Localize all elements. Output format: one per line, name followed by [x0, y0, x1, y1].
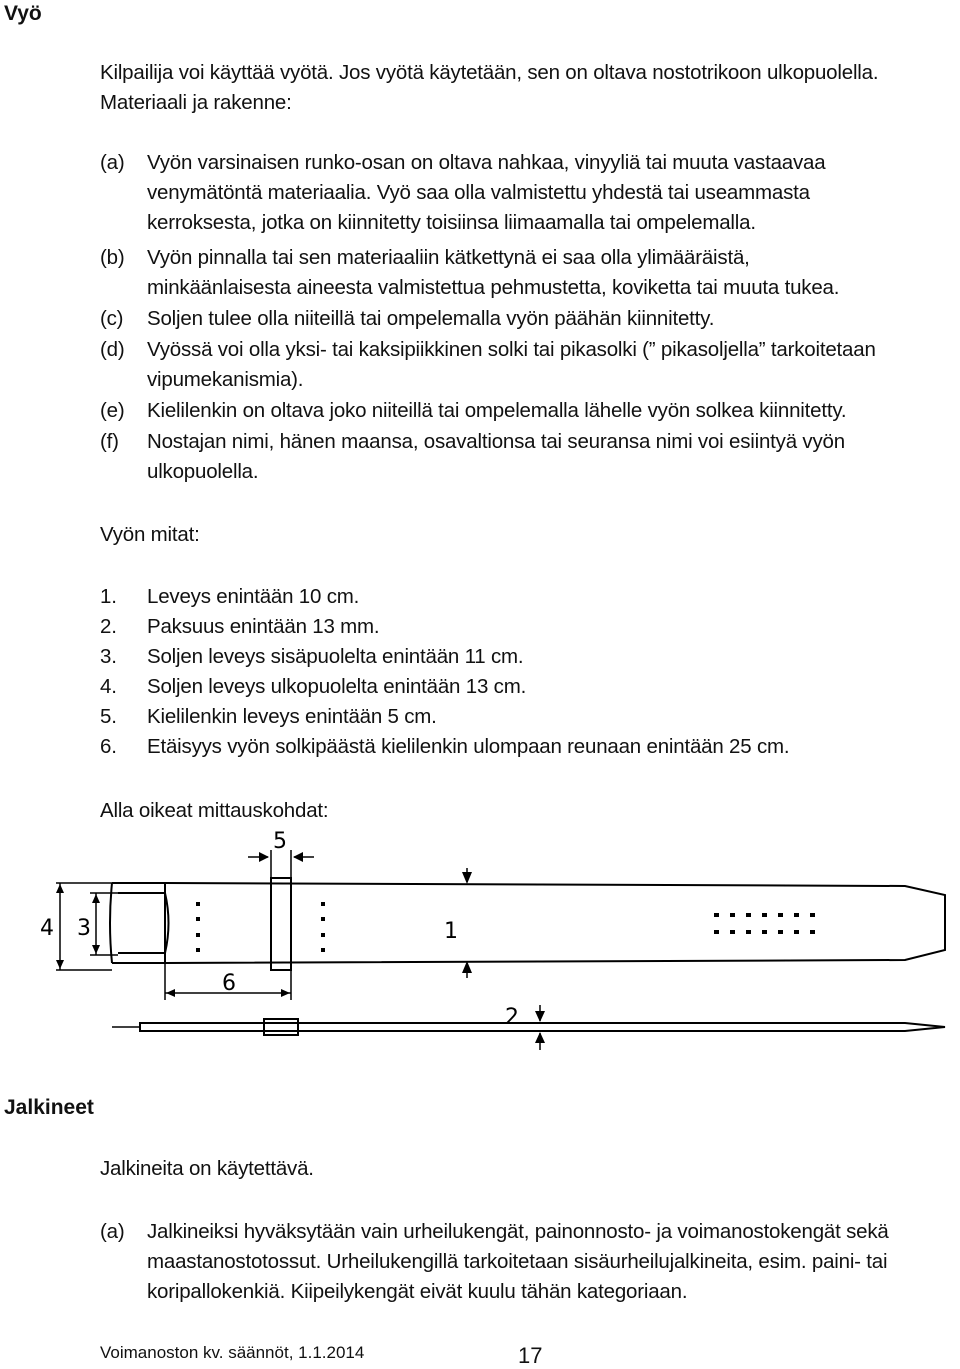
belt-item-d-line-1: Vyössä voi olla yksi- tai kaksipiikkinen solki tai pikasolki (” pikasoljella” tarkoitetaan [147, 338, 876, 361]
dimension-label: 6 [222, 971, 236, 996]
measure-number: 5. [100, 705, 117, 728]
belt-item-d-line-2: vipumekanismia). [147, 368, 304, 391]
belt-item-label: (a) [100, 151, 125, 174]
belt-item-f-line-1: Nostajan nimi, hänen maansa, osavaltionsa tai seuransa nimi voi esiintyä vyön [147, 430, 845, 453]
section-heading-belt: Vyö [4, 2, 42, 25]
dimension-label: 3 [77, 916, 91, 941]
shoes-item-a-line-3: koripallokenkiä. Kiipeilykengät eivät kuulu tähän kategoriaan. [147, 1280, 688, 1303]
belt-item-c-line-1: Soljen tulee olla niiteillä tai ompelemalla vyön päähän kiinnitetty. [147, 307, 715, 330]
belt-intro-line-2: Materiaali ja rakenne: [100, 91, 292, 114]
dimension-label: 2 [505, 1005, 519, 1030]
belt-intro-line-1: Kilpailija voi käyttää vyötä. Jos vyötä käytetään, sen on oltava nostotrikoon ulkopuolella. [100, 61, 879, 84]
belt-item-label: (f) [100, 430, 119, 453]
belt-holes [196, 902, 815, 952]
measure-number: 2. [100, 615, 117, 638]
belt-item-b-line-1: Vyön pinnalla tai sen materiaaliin kätkettynä ei saa olla ylimääräistä, [147, 246, 750, 269]
measure-number: 1. [100, 585, 117, 608]
belt-buckle [110, 883, 112, 963]
measure-text: Etäisyys vyön solkipäästä kielilenkin ulompaan reunaan enintään 25 cm. [147, 735, 790, 758]
belt-item-a-line-3: kerroksesta, jotka on kiinnitetty toisiinsa liimaamalla tai ompelemalla. [147, 211, 756, 234]
dimension-label: 4 [40, 916, 54, 941]
belt-keeper-loop [271, 878, 291, 970]
section-heading-shoes: Jalkineet [4, 1096, 94, 1119]
figure-caption: Alla oikeat mittauskohdat: [100, 799, 329, 822]
belt-item-f-line-2: ulkopuolella. [147, 460, 259, 483]
measure-text: Paksuus enintään 13 mm. [147, 615, 380, 638]
shoes-item-a-line-1: Jalkineiksi hyväksytään vain urheilukengät, painonnosto- ja voimanostokengät sekä [147, 1220, 889, 1243]
belt-item-e-line-1: Kielilenkin on oltava joko niiteillä tai ompelemalla lähelle vyön solkea kiinnitetty. [147, 399, 847, 422]
belt-measurement-diagram [0, 820, 960, 1060]
shoes-item-label: (a) [100, 1220, 125, 1243]
belt-item-a-line-1: Vyön varsinaisen runko-osan on oltava nahkaa, vinyyliä tai muuta vastaavaa [147, 151, 826, 174]
measure-number: 4. [100, 675, 117, 698]
belt-item-label: (c) [100, 307, 124, 330]
measure-number: 6. [100, 735, 117, 758]
belt-item-b-line-2: minkäänlaisesta aineesta valmistettua pehmustetta, koviketta tai muuta tukea. [147, 276, 840, 299]
measure-text: Kielilenkin leveys enintään 5 cm. [147, 705, 437, 728]
measure-number: 3. [100, 645, 117, 668]
measure-text: Soljen leveys sisäpuolelta enintään 11 cm. [147, 645, 524, 668]
belt-item-label: (b) [100, 246, 125, 269]
belt-strap [112, 883, 945, 963]
dimension-label: 1 [444, 919, 458, 944]
footer-document-title: Voimanoston kv. säännöt, 1.1.2014 [100, 1343, 365, 1362]
belt-item-label: (d) [100, 338, 125, 361]
measures-heading: Vyön mitat: [100, 523, 200, 546]
dimension-label: 5 [273, 829, 287, 854]
shoes-item-a-line-2: maastanostotossut. Urheilukengillä tarkoitetaan sisäurheilujalkineita, esim. paini- tai [147, 1250, 888, 1273]
shoes-intro: Jalkineita on käytettävä. [100, 1157, 314, 1180]
belt-item-a-line-2: venymätöntä materiaalia. Vyö saa olla valmistettu yhdestä tai useammasta [147, 181, 810, 204]
belt-item-label: (e) [100, 399, 125, 422]
belt-side-view [140, 1023, 945, 1031]
footer-page-number: 17 [518, 1343, 543, 1368]
measure-text: Leveys enintään 10 cm. [147, 585, 360, 608]
measure-text: Soljen leveys ulkopuolelta enintään 13 cm. [147, 675, 527, 698]
